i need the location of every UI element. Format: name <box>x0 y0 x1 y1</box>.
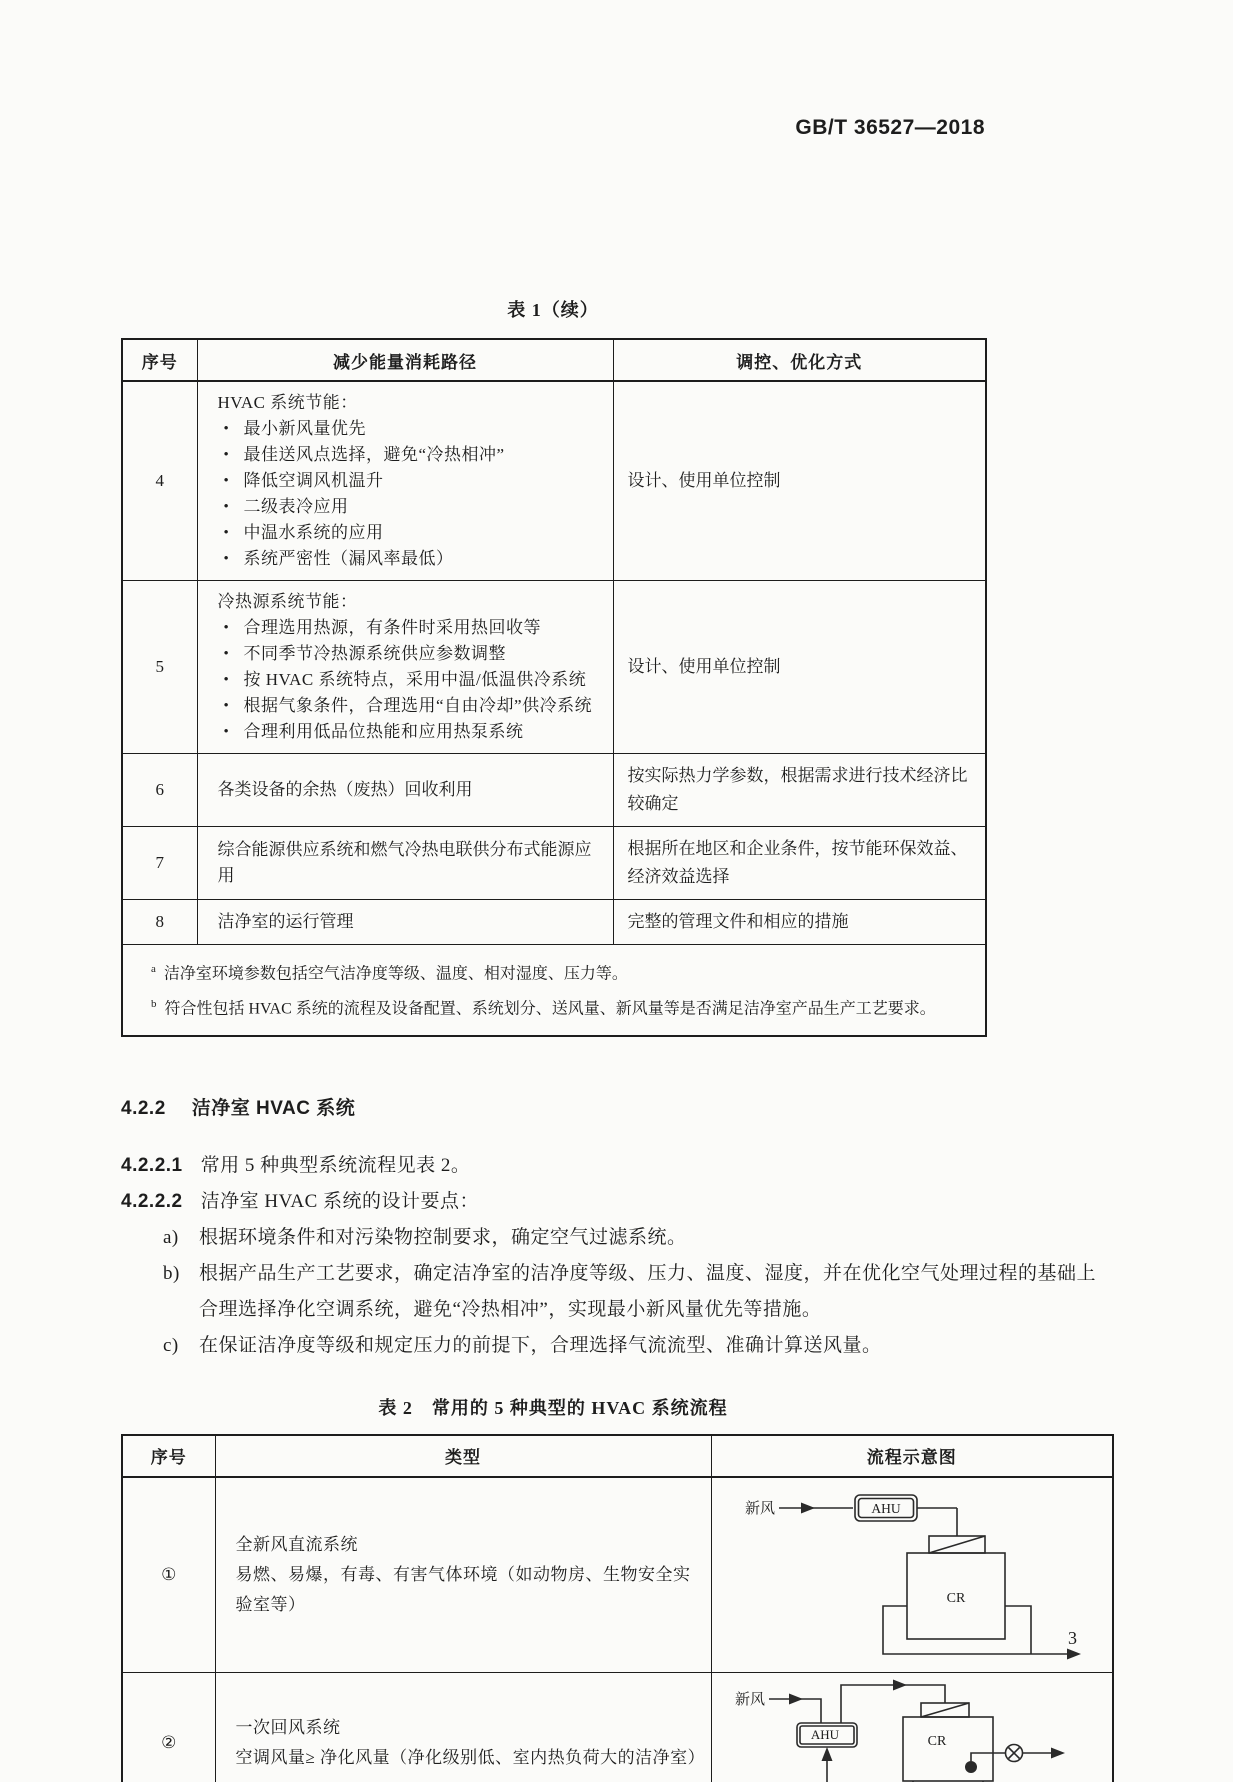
flow-arrow-icon <box>801 1502 815 1513</box>
bullet-item: • 根据气象条件，合理选用“自由冷却”供冷系统 <box>218 693 603 719</box>
row4-bullet-list <box>218 416 603 572</box>
table2-row-1 <box>122 1477 1113 1673</box>
row7-path: 综合能源供应系统和燃气冷热电联供分布式能源应用 <box>197 827 613 900</box>
table2 <box>121 1434 1114 1782</box>
bullet-item: • 最小新风量优先 <box>218 416 603 442</box>
footnote-a-marker: a <box>151 963 156 975</box>
row6-control: 按实际热力学参数，根据需求进行技术经济比较确定 <box>613 754 986 827</box>
bullet-item: • 不同季节冷热源系统供应参数调整 <box>218 641 603 667</box>
section-title: 洁净室 HVAC 系统 <box>191 1097 356 1119</box>
list-item-a <box>121 1220 1112 1256</box>
item-c-marker: c) <box>163 1334 179 1356</box>
ahu-label: AHU <box>810 1726 839 1742</box>
table1-header-no: 序号 <box>122 339 197 381</box>
table2-header-type: 类型 <box>215 1435 711 1477</box>
single-return-system-diagram <box>717 1677 1107 1782</box>
bullet-item: • 系统严密性（漏风率最低） <box>218 546 603 572</box>
page-content <box>0 296 1233 1782</box>
table1 <box>121 338 987 1037</box>
clause-4221 <box>121 1148 1112 1184</box>
footnote-b <box>151 989 971 1024</box>
row7-control: 根据所在地区和企业条件，按节能环保效益、经济效益选择 <box>613 827 986 900</box>
table1-row-4 <box>122 381 986 581</box>
table1-header-path: 减少能量消耗路径 <box>197 339 613 381</box>
bullet-item: • 合理选用热源，有条件时采用热回收等 <box>218 615 603 641</box>
t2row1-type <box>215 1477 711 1673</box>
t2row2-title: 一次回风系统 <box>235 1717 341 1737</box>
cleanroom-box <box>903 1717 993 1781</box>
row5-bullet-list <box>218 615 603 745</box>
cleanroom-label: CR <box>927 1733 947 1749</box>
table1-row-6 <box>122 754 986 827</box>
flow-diagram-once-through <box>711 1477 1113 1673</box>
list-item-c <box>121 1328 1112 1364</box>
row5-path <box>197 581 613 754</box>
clause-4221-number: 4.2.2.1 <box>121 1154 183 1176</box>
room-fan-icon <box>965 1761 977 1773</box>
t2row1-no: ① <box>122 1477 215 1673</box>
table1-row-8 <box>122 900 986 945</box>
row7-no: 7 <box>122 827 197 900</box>
row6-no: 6 <box>122 754 197 827</box>
return-duct <box>827 1751 913 1782</box>
t2row2-no: ② <box>122 1672 215 1782</box>
table1-footnotes <box>122 945 986 1036</box>
bullet-item: • 二级表冷应用 <box>218 494 603 520</box>
exhaust-arrow-icon <box>1067 1648 1081 1659</box>
exhaust-duct <box>883 1606 1067 1654</box>
item-a-marker: a) <box>163 1226 179 1248</box>
item-c-text: 在保证洁净度等级和规定压力的前提下，合理选择气流流型、准确计算送风量。 <box>199 1334 882 1356</box>
row4-path <box>197 381 613 581</box>
t2row2-type <box>215 1672 711 1782</box>
clause-4222 <box>121 1184 1112 1220</box>
clause-4221-text: 常用 5 种典型系统流程见表 2。 <box>200 1154 471 1176</box>
table2-header-diagram: 流程示意图 <box>711 1435 1113 1477</box>
fresh-air-label: 新风 <box>744 1500 775 1517</box>
standard-number: GB/T 36527—2018 <box>795 116 985 139</box>
return-arrow-icon <box>821 1747 832 1761</box>
exhaust-arrow-icon <box>1051 1747 1065 1758</box>
clause-4222-text: 洁净室 HVAC 系统的设计要点： <box>200 1190 479 1212</box>
t2row1-title: 全新风直流系统 <box>235 1534 358 1554</box>
flow-diagram-single-return <box>711 1672 1113 1782</box>
footnote-a <box>151 954 971 989</box>
row6-path: 各类设备的余热（废热）回收利用 <box>197 754 613 827</box>
bullet-item: • 降低空调风机温升 <box>218 468 603 494</box>
item-a-text: 根据环境条件和对污染物控制要求，确定空气过滤系统。 <box>199 1226 687 1248</box>
table1-header-control: 调控、优化方式 <box>613 339 986 381</box>
row8-path: 洁净室的运行管理 <box>197 900 613 945</box>
table2-header-row <box>122 1435 1113 1477</box>
footnote-a-text: 洁净室环境参数包括空气洁净度等级、温度、相对湿度、压力等。 <box>163 965 628 983</box>
bullet-item: • 按 HVAC 系统特点，采用中温/低温供冷系统 <box>218 667 603 693</box>
t2row2-desc: 空调风量≥ 净化风量（净化级别低、室内热负荷大的洁净室） <box>235 1747 706 1767</box>
bullet-item: • 最佳送风点选择，避免“冷热相冲” <box>218 442 603 468</box>
bullet-item: • 合理利用低品位热能和应用热泵系统 <box>218 719 603 745</box>
table2-caption: 表 2 常用的 5 种典型的 HVAC 系统流程 <box>378 1397 728 1418</box>
table2-header-no: 序号 <box>122 1435 215 1477</box>
table2-row-2 <box>122 1672 1113 1782</box>
flow-arrow-icon <box>789 1693 803 1704</box>
table1-footnote-row <box>122 945 986 1036</box>
cleanroom-label: CR <box>946 1590 966 1606</box>
row5-title: 冷热源系统节能： <box>217 592 358 611</box>
row8-no: 8 <box>122 900 197 945</box>
table1-row-5 <box>122 581 986 754</box>
page-number: 3 <box>1068 1628 1077 1648</box>
row4-title: HVAC 系统节能： <box>217 393 358 412</box>
table1-caption: 表 1（续） <box>507 300 599 320</box>
row4-no: 4 <box>122 381 197 581</box>
once-through-system-diagram <box>717 1482 1107 1668</box>
list-item-b <box>121 1256 1112 1328</box>
t2row1-desc: 易燃、易爆，有毒、有害气体环境（如动物房、生物安全实验室等） <box>235 1564 691 1614</box>
exhaust-duct <box>971 1753 1005 1761</box>
bullet-item: • 中温水系统的应用 <box>218 520 603 546</box>
row8-control: 完整的管理文件和相应的措施 <box>613 900 986 945</box>
row4-control: 设计、使用单位控制 <box>613 381 986 581</box>
supply-arrow-icon <box>893 1679 907 1690</box>
section-number: 4.2.2 <box>121 1097 166 1119</box>
item-b-text: 根据产品生产工艺要求，确定洁净室的洁净度等级、压力、温度、湿度，并在优化空气处理过程的基础上合理选择净化空调系统，避免“冷热相冲”，实现最小新风量优先等措施。 <box>199 1262 1097 1320</box>
footnote-b-text: 符合性包括 HVAC 系统的流程及设备配置、系统划分、送风量、新风量等是否满足洁净室产品生产工艺要求。 <box>164 1000 936 1018</box>
footnote-b-marker: b <box>151 998 157 1011</box>
item-b-marker: b) <box>163 1262 180 1284</box>
row5-control: 设计、使用单位控制 <box>613 581 986 754</box>
design-points-list <box>121 1220 1112 1364</box>
table1-row-7 <box>122 827 986 900</box>
section-heading <box>121 1093 1112 1120</box>
table1-header-row <box>122 339 986 381</box>
clause-4222-number: 4.2.2.2 <box>121 1190 183 1212</box>
row5-no: 5 <box>122 581 197 754</box>
fresh-air-label: 新风 <box>734 1691 765 1708</box>
ahu-label: AHU <box>871 1500 901 1516</box>
